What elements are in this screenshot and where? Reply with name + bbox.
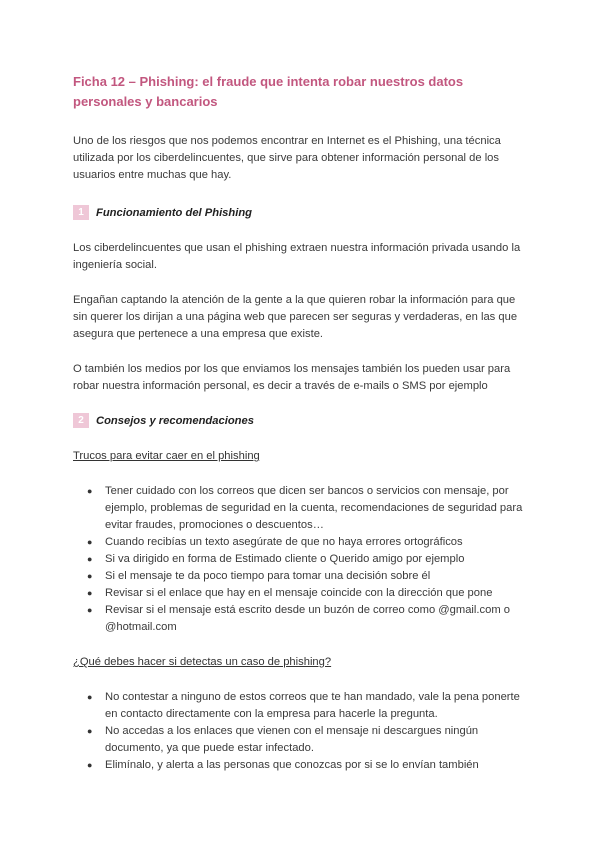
tricks-list [73,483,527,636]
section-1-title: Funcionamiento del Phishing [96,206,253,219]
list-item: ● Cuando recibías un texto asegúrate de que no haya errores ortográficos [95,534,527,551]
bullet-icon: ● [87,726,93,736]
bullet-icon: ● [87,571,93,581]
section-1-paragraph: Engañan captando la atención de la gente a la que quieren robar la información para que sin querer los dirijan a una página web que parecen ser seguras y verdaderas, en las que asegura que pertenece a una empresa que existe. [73,294,518,340]
list-item: ● No contestar a ninguno de estos correos que te han mandado, vale la pena ponerte en contacto directamente con la empresa para hacerle la pregunta. [87,691,520,720]
bullet-icon: ● [87,486,93,496]
section-1-paragraph: Los ciberdelincuentes que usan el phishing extraen nuestra información privada usando la ingeniería social. [73,242,521,271]
bullet-icon: ● [87,537,93,547]
list-item: ● Revisar si el mensaje está escrito desde un buzón de correo como @gmail.com o @hotmail.com [87,604,510,633]
actions-list [73,689,527,774]
intro-paragraph: Uno de los riesgos que nos podemos encontrar en Internet es el Phishing, una técnica utilizada por los ciberdelincuentes, que sirve para obtener información personal de los usuarios entre muchas que hay. [73,135,501,181]
list-item: ● Si el mensaje te da poco tiempo para tomar una decisión sobre él [95,568,527,585]
list-item: ● Si va dirigido en forma de Estimado cliente o Querido amigo por ejemplo [95,551,527,568]
bullet-icon: ● [87,760,93,770]
section-2-title: Consejos y recomendaciones [96,414,254,427]
section-1-number-badge: 1 [73,205,89,220]
section-1-heading [73,205,527,220]
bullet-icon: ● [87,605,93,615]
section-1-paragraph: O también los medios por los que enviamos los mensajes también los pueden usar para robar nuestra información personal, es decir a través de e-mails o SMS por ejemplo [73,363,511,392]
actions-subheading: ¿Qué debes hacer si detectas un caso de phishing? [73,656,332,668]
list-item: ● Elimínalo, y alerta a las personas que conozcas por si se lo envían también [95,757,527,774]
list-item: ● Tener cuidado con los correos que dicen ser bancos o servicios con mensaje, por ejemplo, problemas de seguridad en la cuenta, recomendaciones de seguridad para evitar fraudes, promociones o descuentos… [87,485,523,531]
tricks-subheading: Trucos para evitar caer en el phishing [73,450,260,462]
section-2-heading [73,413,527,428]
bullet-icon: ● [87,588,93,598]
section-2-number-badge: 2 [73,413,89,428]
list-item: ● No accedas a los enlaces que vienen con el mensaje ni descargues ningún documento, ya que puede estar infectado. [87,725,479,754]
bullet-icon: ● [87,554,93,564]
bullet-icon: ● [87,692,93,702]
page-title: Ficha 12 – Phishing: el fraude que intenta robar nuestros datos personales y bancarios [73,74,464,109]
list-item: ● Revisar si el enlace que hay en el mensaje coincide con la dirección que pone [95,585,527,602]
